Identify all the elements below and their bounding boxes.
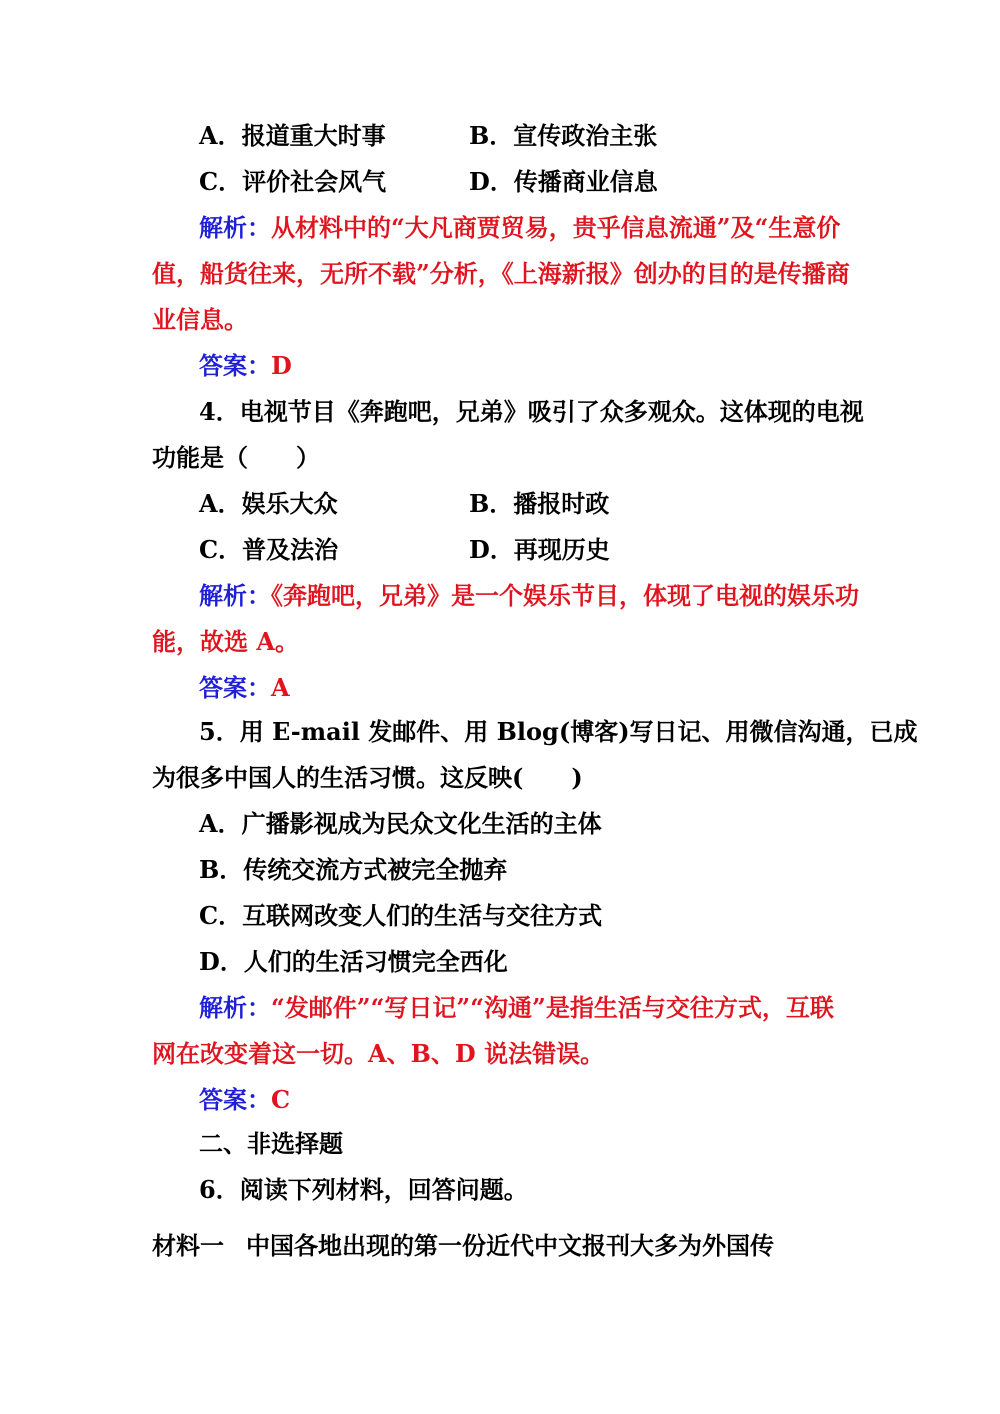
- q5-analysis-line-1: [199, 992, 899, 1024]
- q4-answer-label: 答案：: [199, 673, 271, 702]
- q4-analysis-text-2: 能，故选 A。: [152, 627, 299, 656]
- q4-option-b[interactable]: B．播报时政: [469, 489, 610, 518]
- q5-analysis-text-1: “发邮件”“写日记”“沟通”是指生活与交往方式，互联: [271, 993, 834, 1022]
- q3-analysis-text-3: 业信息。: [152, 305, 248, 334]
- q3-analysis-line-1: [199, 212, 899, 244]
- q4-analysis-line-1: [199, 580, 899, 612]
- q3-analysis-text-2: 值，船货往来，无所不载”分析，《上海新报》创办的目的是传播商: [152, 259, 850, 288]
- q4-analysis-label: 解析：: [199, 581, 271, 610]
- q5-stem-line-1: 5．用 E-mail 发邮件、用 Blog(博客)写日记、用微信沟通，已成: [199, 717, 918, 746]
- q4-stem-line-1: 4．电视节目《奔跑吧，兄弟》吸引了众多观众。这体现的电视: [199, 397, 864, 426]
- q4-option-c[interactable]: C．普及法治: [199, 535, 339, 564]
- material-1-text: 中国各地出现的第一份近代中文报刊大多为外国传: [246, 1231, 774, 1260]
- q3-analysis-label: 解析：: [199, 213, 271, 242]
- q4-option-d[interactable]: D．再现历史: [469, 535, 610, 564]
- q5-answer-value: C: [271, 1085, 291, 1114]
- q3-option-c[interactable]: C．评价社会风气: [199, 167, 387, 196]
- q4-stem-line-2: 功能是（ ）: [152, 443, 320, 472]
- q4-option-a[interactable]: A．娱乐大众: [199, 489, 338, 518]
- q6-stem: 6．阅读下列材料，回答问题。: [199, 1175, 528, 1204]
- q5-analysis-text-2: 网在改变着这一切。A、B、D 说法错误。: [152, 1039, 605, 1068]
- section-heading: 二、非选择题: [199, 1129, 343, 1158]
- q3-option-b[interactable]: B．宣传政治主张: [469, 121, 658, 150]
- q5-option-c[interactable]: C．互联网改变人们的生活与交往方式: [199, 901, 603, 930]
- q4-analysis-text-1: 《奔跑吧，兄弟》是一个娱乐节目，体现了电视的娱乐功: [271, 581, 859, 610]
- q4-answer-value: A: [271, 673, 290, 702]
- q5-option-b[interactable]: B．传统交流方式被完全抛弃: [199, 855, 508, 884]
- q3-answer-label: 答案：: [199, 351, 271, 380]
- q3-option-a[interactable]: A．报道重大时事: [199, 121, 386, 150]
- q5-option-d[interactable]: D．人们的生活习惯完全西化: [199, 947, 508, 976]
- material-1: [152, 1230, 852, 1262]
- q5-option-a[interactable]: A．广播影视成为民众文化生活的主体: [199, 809, 602, 838]
- q5-answer-label: 答案：: [199, 1085, 271, 1114]
- q3-analysis-text-1: 从材料中的“大凡商贾贸易，贵乎信息流通”及“生意价: [271, 213, 841, 242]
- q5-stem-line-2: 为很多中国人的生活习惯。这反映( ): [152, 763, 583, 792]
- q4-answer: [199, 672, 899, 704]
- q3-option-d[interactable]: D．传播商业信息: [469, 167, 658, 196]
- q3-answer: [199, 350, 899, 382]
- q3-answer-value: D: [271, 351, 292, 380]
- q5-answer: [199, 1084, 899, 1116]
- material-1-label: 材料一: [152, 1231, 224, 1260]
- q5-analysis-label: 解析：: [199, 993, 271, 1022]
